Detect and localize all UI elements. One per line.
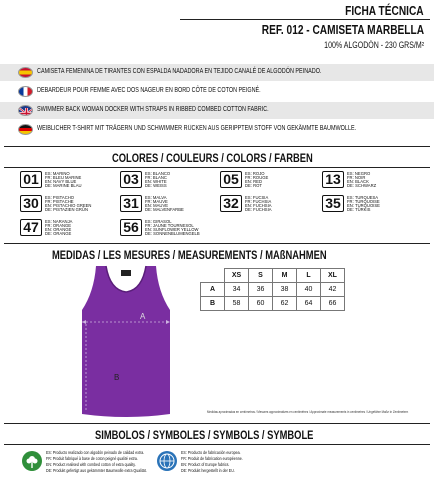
spain-flag-icon <box>18 67 33 78</box>
measure-b-label: B <box>114 373 120 382</box>
size-header-row <box>201 269 345 283</box>
size-xs: XS <box>225 269 249 283</box>
size-table <box>200 268 345 311</box>
symbols-title: SIMBOLOS / SYMBOLES / SYMBOLS / SYMBOLE <box>95 428 314 442</box>
color-swatch-31: 31 ES: MALVA FR: MAUVE EN: MAUVE DE: MALVENFARBE <box>120 195 210 212</box>
france-flag-icon <box>18 86 33 97</box>
measures-note: Medidas aproximadas en centímetros / Mesures approximatives en centimètres / Approximate measurements in centimetres / Ungefähre Maße in Zentimetern <box>207 410 409 414</box>
cotton-icon <box>22 451 42 471</box>
uk-flag-icon <box>18 105 33 116</box>
size-m: M <box>273 269 297 283</box>
color-swatch-32: 32 ES: FUCSIA FR: FUCHSIA EN: FUCHSIA DE: FUCHSIA <box>220 195 310 212</box>
color-swatch-03: 03 ES: BLANCO FR: BLANC EN: WHITE DE: WEISS <box>120 171 210 188</box>
description-en: SWIMMER BACK WOMAN DOCKER WITH STRAPS IN RIBBED COMBED COTTON FABRIC. <box>37 106 269 113</box>
product-ref: REF. 012 - CAMISETA MARBELLA <box>261 22 424 37</box>
doc-title: FICHA TÉCNICA <box>345 3 424 18</box>
size-xl: XL <box>321 269 345 283</box>
color-swatch-47: 47 ES: NARANJA FR: ORANGE EN: ORANGE DE: ORANGE <box>20 219 110 236</box>
size-s: S <box>249 269 273 283</box>
color-swatch-05: 05 ES: ROJO FR: ROUGE EN: RED DE: ROT <box>220 171 310 188</box>
germany-flag-icon <box>18 124 33 135</box>
table-row: B 58 60 62 64 66 <box>201 297 345 311</box>
measure-a-label: A <box>140 312 146 321</box>
composition: 100% ALGODÓN - 230 GRS/M² <box>324 40 424 50</box>
globe-icon <box>157 451 177 471</box>
color-swatch-30: 30 ES: PISTACHO FR: PISTACHE EN: PISTACHIO GREEN DE: PISTAZIEN GRÜN <box>20 195 110 212</box>
tank-top-illustration <box>66 262 186 420</box>
color-swatch-13: 13 ES: NEGRO FR: NOIR EN: BLACK DE: SCHWARZ <box>322 171 412 188</box>
description-de: WEIBLICHER T-SHIRT MIT TRÄGERN UND SCHWIMMER RÜCKEN AUS GERIPPTEM STOFF VON GEKÄMMTE BAUMWOLLE. <box>37 125 357 132</box>
table-row: A 34 36 38 40 42 <box>201 283 345 297</box>
color-swatch-01: 01 ES: MARINO FR: BLEU MARINE EN: NAVY BLUE DE: MARINE BLAU <box>20 171 110 188</box>
measures-title: MEDIDAS / LES MESURES / MEASUREMENTS / MAßNAHMEN <box>52 248 327 262</box>
description-es: CAMISETA FEMENINA DE TIRANTES CON ESPALDA NADADORA EN TEJIDO CANALÉ DE ALGODÓN PEINADO. <box>37 68 322 75</box>
color-swatch-56: 56 ES: GIRASOL FR: JAUNE TOURNESOL EN: SUNFLOWER YELLOW DE: SONNENBLUMENGELB <box>120 219 210 236</box>
size-l: L <box>297 269 321 283</box>
colors-title: COLORES / COULEURS / COLORS / FARBEN <box>112 151 313 165</box>
description-fr: DEBARDEUR POUR FEMME AVEC DOS NAGEUR EN BORD CÔTE DE COTON PEIGNÉ. <box>37 87 261 94</box>
color-swatch-35: 35 ES: TURQUESA FR: TURQUOISE EN: TURQUOISE DE: TÜRKIS <box>322 195 412 212</box>
